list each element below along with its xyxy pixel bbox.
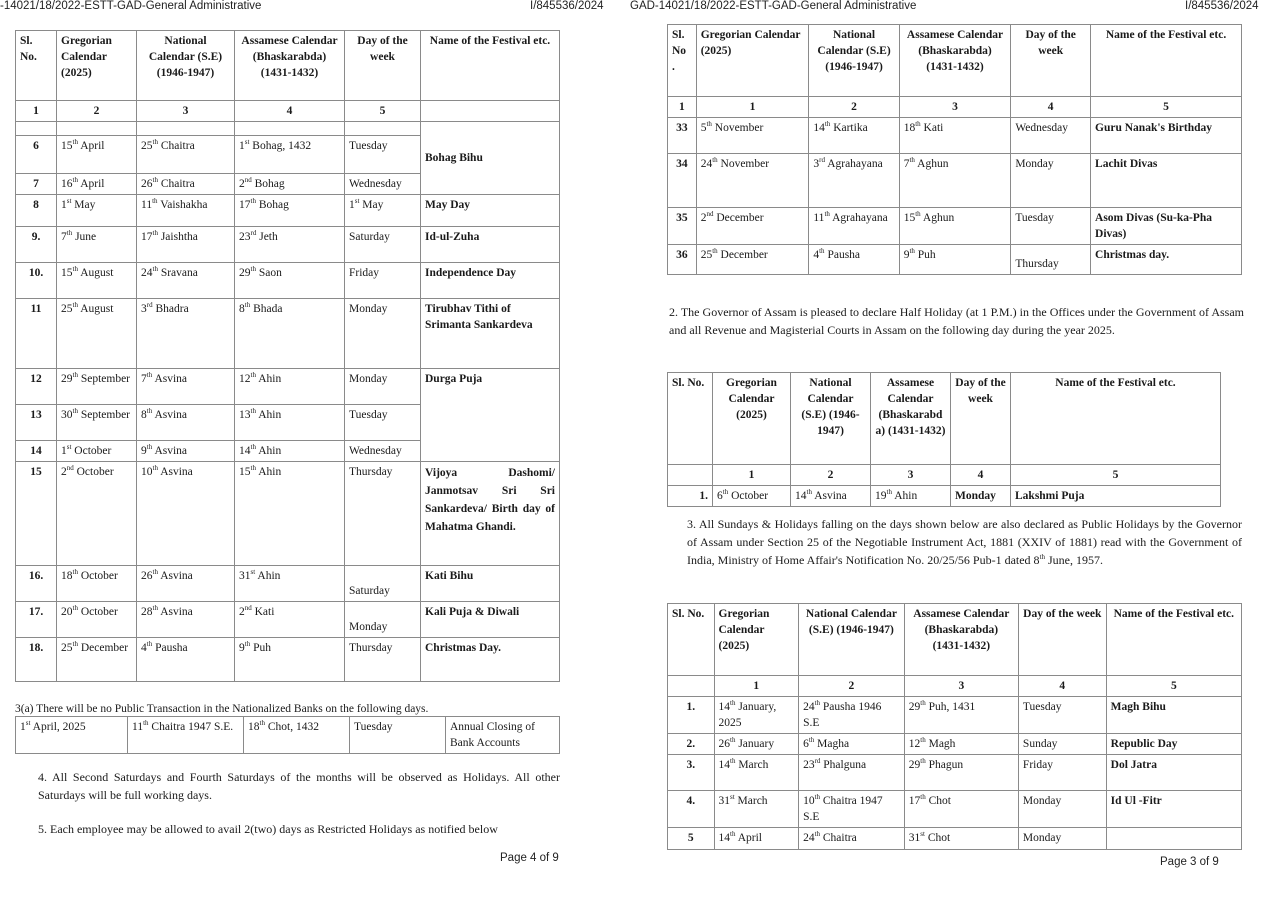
row-gregorian: 25th December bbox=[696, 245, 809, 275]
col-header-festival: Name of the Festival etc. bbox=[421, 31, 560, 101]
table-row bbox=[668, 118, 1242, 154]
row-day: Wednesday bbox=[345, 174, 421, 195]
row-festival bbox=[1106, 828, 1241, 850]
col-header-assamese: Assamese Calendar (Bhaskarabda) (1431-1432) bbox=[899, 25, 1011, 97]
col-header-assamese: Assamese Calendar (Bhaskarabda) (1431-1432) bbox=[235, 31, 345, 101]
row-gregorian: 6th October bbox=[713, 486, 791, 507]
row-assamese: 29th Saon bbox=[235, 263, 345, 299]
row-festival: Lakshmi Puja bbox=[1011, 486, 1221, 507]
row-national: 4th Pausha bbox=[809, 245, 899, 275]
document-page-3 bbox=[625, 0, 1280, 922]
row-sl: 4. bbox=[668, 791, 715, 828]
column-index-row bbox=[16, 101, 560, 122]
row-assamese: 29th Phagun bbox=[904, 755, 1018, 791]
col-header-day: Day of the week bbox=[345, 31, 421, 101]
column-index: 1 bbox=[713, 465, 791, 486]
col-header-sl-no: Sl. No . bbox=[668, 25, 697, 97]
row-assamese: 12th Magh bbox=[904, 734, 1018, 755]
row-assamese: 29th Puh, 1431 bbox=[904, 697, 1018, 734]
row-national: 26th Chaitra bbox=[137, 174, 235, 195]
row-sl: 1. bbox=[668, 486, 713, 507]
row-gregorian: 26th January bbox=[714, 734, 799, 755]
row-day: Monday bbox=[951, 486, 1011, 507]
col-header-national: National Calendar (S.E) (1946-1947) bbox=[809, 25, 899, 97]
row-assamese: 31st Chot bbox=[904, 828, 1018, 850]
row-festival: Lachit Divas bbox=[1091, 154, 1242, 208]
row-gregorian: 25th December bbox=[57, 638, 137, 682]
row-assamese: 12th Ahin bbox=[235, 369, 345, 405]
table-row bbox=[16, 195, 560, 227]
col-header-festival: Name of the Festival etc. bbox=[1011, 373, 1221, 465]
column-index: 1 bbox=[668, 97, 697, 118]
table-header-row bbox=[668, 604, 1242, 676]
row-day: Tuesday bbox=[345, 405, 421, 441]
row-national: 10th Asvina bbox=[137, 462, 235, 566]
paragraph-4: 4. All Second Saturdays and Fourth Saturdays of the months will be observed as Holidays. All other Saturdays will be full working days. bbox=[38, 770, 560, 802]
row-gregorian: 14th March bbox=[714, 755, 799, 791]
festival-bohag-bihu: Bohag Bihu bbox=[421, 122, 560, 195]
row-gregorian: 7th June bbox=[57, 227, 137, 263]
col-header-gregorian: Gregorian Calendar (2025) bbox=[713, 373, 791, 465]
table-row bbox=[668, 697, 1242, 734]
row-sl: 15 bbox=[16, 462, 57, 566]
row-day: Saturday bbox=[345, 566, 421, 602]
row-day: Monday bbox=[345, 299, 421, 369]
row-day: Wednesday bbox=[1011, 118, 1091, 154]
col-header-sl-no: Sl. No. bbox=[668, 373, 713, 465]
row-gregorian: 31st March bbox=[714, 791, 799, 828]
file-number-header: GAD-14021/18/2022-ESTT-GAD-General Administrative bbox=[630, 0, 917, 12]
column-index-row bbox=[668, 97, 1242, 118]
table-row bbox=[668, 486, 1221, 507]
row-national: 10th Chaitra 1947 S.E bbox=[799, 791, 905, 828]
document-page-4 bbox=[0, 0, 625, 922]
col-header-sl-no: Sl. No. bbox=[668, 604, 715, 676]
row-assamese: 9th Puh bbox=[899, 245, 1011, 275]
table-row bbox=[668, 791, 1242, 828]
column-index: 3 bbox=[899, 97, 1011, 118]
col-header-gregorian: Gregorian Calendar (2025) bbox=[696, 25, 809, 97]
row-gregorian: 1st May bbox=[57, 195, 137, 227]
column-index: 5 bbox=[345, 101, 421, 122]
row-gregorian: 25th August bbox=[57, 299, 137, 369]
table-row bbox=[16, 638, 560, 682]
row-gregorian: 29th September bbox=[57, 369, 137, 405]
row-gregorian: 1st April, 2025 bbox=[16, 717, 128, 754]
row-assamese: 2nd Kati bbox=[235, 602, 345, 638]
row-assamese: 2nd Bohag bbox=[235, 174, 345, 195]
row-national: 8th Asvina bbox=[137, 405, 235, 441]
column-index: 1 bbox=[714, 676, 799, 697]
column-index-row bbox=[668, 676, 1242, 697]
row-assamese: 15th Aghun bbox=[899, 208, 1011, 245]
col-header-day: Day of the week bbox=[951, 373, 1011, 465]
row-assamese: 14th Ahin bbox=[235, 441, 345, 462]
table-row bbox=[668, 154, 1242, 208]
row-day: Monday bbox=[1018, 828, 1106, 850]
row-day: Thursday bbox=[345, 462, 421, 566]
row-gregorian: 2nd October bbox=[57, 462, 137, 566]
table-row bbox=[16, 602, 560, 638]
col-header-day: Day of the week bbox=[1011, 25, 1091, 97]
reference-number-header: I/845536/2024 bbox=[530, 0, 604, 12]
column-index: 4 bbox=[951, 465, 1011, 486]
row-gregorian: 2nd December bbox=[696, 208, 809, 245]
row-festival: Christmas Day. bbox=[421, 638, 560, 682]
row-sl: 13 bbox=[16, 405, 57, 441]
row-festival: Annual Closing of Bank Accounts bbox=[446, 717, 560, 754]
row-national: 24th Pausha 1946 S.E bbox=[799, 697, 905, 734]
row-day: Monday bbox=[1018, 791, 1106, 828]
page-number: Page 4 of 9 bbox=[500, 852, 559, 864]
column-index: 4 bbox=[1011, 97, 1091, 118]
holiday-table-page-4 bbox=[15, 30, 560, 682]
paragraph-3: 3. All Sundays & Holidays falling on the days shown below are also declared as Public Holidays by the Governor of Assam under Section 25 of the Negotiable Instrument Act, 1881 (XXIV of 1881) read with the Government of India, Ministry of Home Affair's Notification No. 20/25/56 Pub-1 dated 8th June, 1957. bbox=[687, 517, 1242, 567]
table-row bbox=[16, 717, 560, 754]
row-sl: 17. bbox=[16, 602, 57, 638]
row-sl: 12 bbox=[16, 369, 57, 405]
row-festival: Tirubhav Tithi of Srimanta Sankardeva bbox=[421, 299, 560, 369]
column-index: 3 bbox=[137, 101, 235, 122]
column-index: 3 bbox=[904, 676, 1018, 697]
row-national: 9th Asvina bbox=[137, 441, 235, 462]
row-festival: Dol Jatra bbox=[1106, 755, 1241, 791]
table-row bbox=[16, 369, 560, 405]
col-header-national: National Calendar (S.E) (1946- 1947) bbox=[791, 373, 871, 465]
row-assamese: 31st Ahin bbox=[235, 566, 345, 602]
row-gregorian: 14th April bbox=[714, 828, 799, 850]
column-index: 5 bbox=[1011, 465, 1221, 486]
row-day: Friday bbox=[1018, 755, 1106, 791]
col-header-assamese: Assamese Calendar (Bhaskarabda) (1431-1432) bbox=[904, 604, 1018, 676]
table-row bbox=[16, 263, 560, 299]
row-national: 4th Pausha bbox=[137, 638, 235, 682]
row-national: 6th Magha bbox=[799, 734, 905, 755]
festival-durga-puja: Durga Puja bbox=[421, 369, 560, 462]
row-sl: 5 bbox=[668, 828, 715, 850]
row-sl: 10. bbox=[16, 263, 57, 299]
holiday-table-page-3-top bbox=[667, 24, 1242, 275]
col-header-sl-no: Sl. No. bbox=[16, 31, 57, 101]
row-sl: 34 bbox=[668, 154, 697, 208]
row-national: 14th Kartika bbox=[809, 118, 899, 154]
column-index: 2 bbox=[809, 97, 899, 118]
row-gregorian: 24th November bbox=[696, 154, 809, 208]
row-day: Monday bbox=[1011, 154, 1091, 208]
row-national: 11th Agrahayana bbox=[809, 208, 899, 245]
row-festival: Magh Bihu bbox=[1106, 697, 1241, 734]
page-number: Page 3 of 9 bbox=[1160, 856, 1219, 868]
row-festival: Republic Day bbox=[1106, 734, 1241, 755]
column-index: 3 bbox=[871, 465, 951, 486]
table-row bbox=[16, 227, 560, 263]
row-gregorian: 15th August bbox=[57, 263, 137, 299]
row-gregorian: 16th April bbox=[57, 174, 137, 195]
row-assamese: 1st Bohag, 1432 bbox=[235, 136, 345, 174]
row-national: 26th Asvina bbox=[137, 566, 235, 602]
col-header-national: National Calendar (S.E) (1946-1947) bbox=[799, 604, 905, 676]
row-day: Monday bbox=[345, 369, 421, 405]
column-index: 4 bbox=[235, 101, 345, 122]
row-sl: 16. bbox=[16, 566, 57, 602]
table-row bbox=[16, 462, 560, 566]
table-row bbox=[668, 828, 1242, 850]
row-festival: Independence Day bbox=[421, 263, 560, 299]
row-festival: Guru Nanak's Birthday bbox=[1091, 118, 1242, 154]
row-gregorian: 30th September bbox=[57, 405, 137, 441]
row-gregorian: 14th January, 2025 bbox=[714, 697, 799, 734]
row-gregorian: 18th October bbox=[57, 566, 137, 602]
row-national: 25th Chaitra bbox=[137, 136, 235, 174]
column-index: 5 bbox=[1091, 97, 1242, 118]
table-row bbox=[16, 299, 560, 369]
row-day: Tuesday bbox=[350, 717, 446, 754]
table-header-row bbox=[668, 373, 1221, 465]
row-day: Thursday bbox=[345, 638, 421, 682]
row-assamese: 15th Ahin bbox=[235, 462, 345, 566]
row-sl: 6 bbox=[16, 136, 57, 174]
table-row bbox=[668, 208, 1242, 245]
row-gregorian: 5th November bbox=[696, 118, 809, 154]
table-row bbox=[668, 755, 1242, 791]
row-festival: Asom Divas (Su-ka-Pha Divas) bbox=[1091, 208, 1242, 245]
row-national: 11th Vaishakha bbox=[137, 195, 235, 227]
row-assamese: 18th Chot, 1432 bbox=[244, 717, 350, 754]
column-index: 2 bbox=[791, 465, 871, 486]
row-national: 17th Jaishtha bbox=[137, 227, 235, 263]
row-assamese: 17th Bohag bbox=[235, 195, 345, 227]
row-day: Thursday bbox=[1011, 245, 1091, 275]
row-national: 14th Asvina bbox=[791, 486, 871, 507]
row-sl: 14 bbox=[16, 441, 57, 462]
row-day: 1st May bbox=[345, 195, 421, 227]
paragraph-3a: 3(a) There will be no Public Transaction in the Nationalized Banks on the following days. bbox=[15, 703, 429, 715]
paragraph-2: 2. The Governor of Assam is pleased to declare Half Holiday (at 1 P.M.) in the Offices under the Government of Assam and all Revenue and Magisterial Courts in Assam on the following day during the year 2025. bbox=[669, 305, 1244, 337]
row-sl: 1. bbox=[668, 697, 715, 734]
row-assamese: 8th Bhada bbox=[235, 299, 345, 369]
column-index: 1 bbox=[696, 97, 809, 118]
col-header-festival: Name of the Festival etc. bbox=[1106, 604, 1241, 676]
column-index: 5 bbox=[1106, 676, 1241, 697]
row-national: 28th Asvina bbox=[137, 602, 235, 638]
row-sl: 36 bbox=[668, 245, 697, 275]
row-assamese: 18th Kati bbox=[899, 118, 1011, 154]
row-festival: Kali Puja & Diwali bbox=[421, 602, 560, 638]
row-national: 3rd Agrahayana bbox=[809, 154, 899, 208]
row-sl: 35 bbox=[668, 208, 697, 245]
blank-row bbox=[16, 122, 560, 136]
row-gregorian: 20th October bbox=[57, 602, 137, 638]
paragraph-5: 5. Each employee may be allowed to avail 2(two) days as Restricted Holidays as notified below bbox=[38, 822, 498, 836]
row-day: Wednesday bbox=[345, 441, 421, 462]
table-row bbox=[668, 245, 1242, 275]
column-index: 1 bbox=[16, 101, 57, 122]
row-gregorian: 1st October bbox=[57, 441, 137, 462]
table-header-row bbox=[668, 25, 1242, 97]
row-day: Monday bbox=[345, 602, 421, 638]
row-day: Friday bbox=[345, 263, 421, 299]
column-index: 2 bbox=[57, 101, 137, 122]
col-header-assamese: Assamese Calendar (Bhaskarabd a) (1431-1432) bbox=[871, 373, 951, 465]
table-row bbox=[668, 734, 1242, 755]
column-index: 2 bbox=[799, 676, 905, 697]
row-sl: 18. bbox=[16, 638, 57, 682]
row-assamese: 19th Ahin bbox=[871, 486, 951, 507]
col-header-day: Day of the week bbox=[1018, 604, 1106, 676]
row-sl: 2. bbox=[668, 734, 715, 755]
reference-number-header: I/845536/2024 bbox=[1185, 0, 1259, 12]
row-assamese: 17th Chot bbox=[904, 791, 1018, 828]
row-festival: Id Ul -Fitr bbox=[1106, 791, 1241, 828]
row-sl: 33 bbox=[668, 118, 697, 154]
row-national: 3rd Bhadra bbox=[137, 299, 235, 369]
bank-closing-table bbox=[15, 716, 560, 754]
row-sl: 3. bbox=[668, 755, 715, 791]
row-day: Tuesday bbox=[345, 136, 421, 174]
row-sl: 8 bbox=[16, 195, 57, 227]
row-assamese: 23rd Jeth bbox=[235, 227, 345, 263]
row-assamese: 9th Puh bbox=[235, 638, 345, 682]
row-sl: 7 bbox=[16, 174, 57, 195]
table-header-row bbox=[16, 31, 560, 101]
row-sl: 9. bbox=[16, 227, 57, 263]
half-holiday-table bbox=[667, 372, 1221, 507]
row-national: 7th Asvina bbox=[137, 369, 235, 405]
row-festival: Christmas day. bbox=[1091, 245, 1242, 275]
col-header-national: National Calendar (S.E) (1946-1947) bbox=[137, 31, 235, 101]
row-festival: Vijoya Dashomi/ Janmotsav Sri Sri Sankardeva/ Birth day of Mahatma Ghandi. bbox=[421, 462, 560, 566]
column-index bbox=[421, 101, 560, 122]
col-header-gregorian: Gregorian Calendar (2025) bbox=[57, 31, 137, 101]
row-national: 11th Chaitra 1947 S.E. bbox=[128, 717, 244, 754]
row-day: Tuesday bbox=[1011, 208, 1091, 245]
row-national: 24th Sravana bbox=[137, 263, 235, 299]
row-sl: 11 bbox=[16, 299, 57, 369]
row-festival: Kati Bihu bbox=[421, 566, 560, 602]
table-row bbox=[16, 566, 560, 602]
row-national: 23rd Phalguna bbox=[799, 755, 905, 791]
column-index-row bbox=[668, 465, 1221, 486]
public-holiday-table bbox=[667, 603, 1242, 850]
column-index: 4 bbox=[1018, 676, 1106, 697]
row-assamese: 7th Aghun bbox=[899, 154, 1011, 208]
row-day: Sunday bbox=[1018, 734, 1106, 755]
row-assamese: 13th Ahin bbox=[235, 405, 345, 441]
row-gregorian: 15th April bbox=[57, 136, 137, 174]
file-number-header: -14021/18/2022-ESTT-GAD-General Administrative bbox=[0, 0, 262, 12]
col-header-gregorian: Gregorian Calendar (2025) bbox=[714, 604, 799, 676]
row-day: Tuesday bbox=[1018, 697, 1106, 734]
row-day: Saturday bbox=[345, 227, 421, 263]
col-header-festival: Name of the Festival etc. bbox=[1091, 25, 1242, 97]
row-festival: Id-ul-Zuha bbox=[421, 227, 560, 263]
row-festival: May Day bbox=[421, 195, 560, 227]
row-national: 24th Chaitra bbox=[799, 828, 905, 850]
